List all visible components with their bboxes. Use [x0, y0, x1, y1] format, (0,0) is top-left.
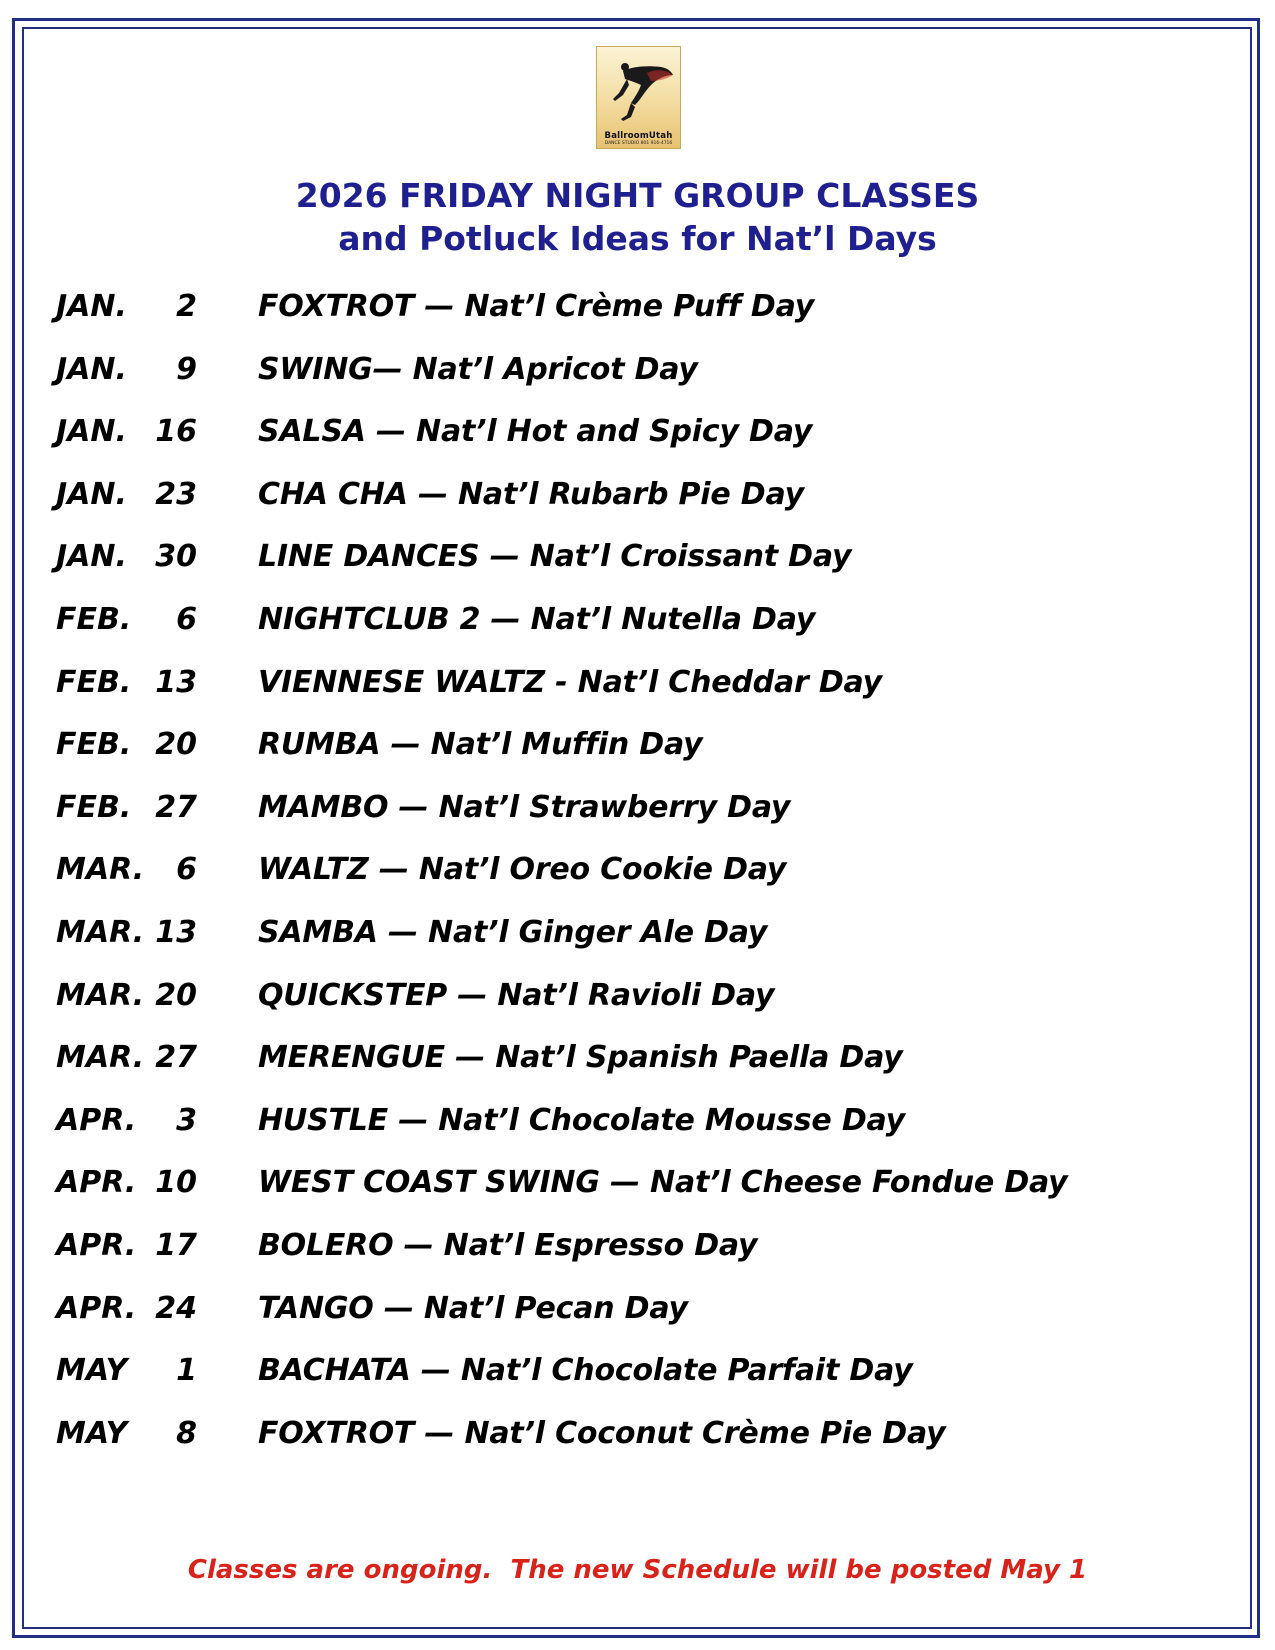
- class-entry: FOXTROT — Nat’l Coconut Crème Pie Day: [258, 1416, 946, 1451]
- class-entry: HUSTLE — Nat’l Chocolate Mousse Day: [258, 1103, 905, 1138]
- schedule-row: [0, 475, 1275, 515]
- schedule-row: [0, 1289, 1275, 1329]
- logo-subtitle: DANCE STUDIO 801 916-4716: [604, 141, 673, 146]
- class-entry: SALSA — Nat’l Hot and Spicy Day: [258, 414, 813, 449]
- class-entry: NIGHTCLUB 2 — Nat’l Nutella Day: [258, 602, 816, 637]
- schedule-row: [0, 976, 1275, 1016]
- class-entry: SWING— Nat’l Apricot Day: [258, 352, 698, 387]
- class-day: 13: [155, 915, 197, 950]
- class-month: JAN.: [56, 289, 127, 324]
- class-entry: WEST COAST SWING — Nat’l Cheese Fondue Day: [258, 1165, 1068, 1200]
- class-day: 2: [176, 289, 197, 324]
- footer-note: Classes are ongoing. The new Schedule will be posted May 1: [187, 1555, 1088, 1585]
- page-subtitle: and Potluck Ideas for Nat’l Days: [338, 219, 937, 258]
- class-entry: WALTZ — Nat’l Oreo Cookie Day: [258, 852, 787, 887]
- schedule-row: [0, 1163, 1275, 1203]
- class-month: JAN.: [56, 414, 127, 449]
- class-day: 6: [176, 852, 197, 887]
- schedule-row: [0, 1038, 1275, 1078]
- class-month: MAR.: [56, 852, 145, 887]
- class-month: JAN.: [56, 477, 127, 512]
- class-day: 3: [176, 1103, 197, 1138]
- schedule-row: [0, 725, 1275, 765]
- class-entry: TANGO — Nat’l Pecan Day: [258, 1291, 688, 1326]
- class-month: FEB.: [56, 665, 132, 700]
- class-entry: BACHATA — Nat’l Chocolate Parfait Day: [258, 1353, 913, 1388]
- schedule-row: [0, 287, 1275, 327]
- schedule-row: [0, 537, 1275, 577]
- studio-logo: [596, 46, 681, 149]
- class-day: 1: [176, 1353, 197, 1388]
- schedule-row: [0, 1414, 1275, 1454]
- schedule-row: [0, 600, 1275, 640]
- class-day: 30: [155, 539, 197, 574]
- page-title: 2026 FRIDAY NIGHT GROUP CLASSES: [295, 176, 980, 215]
- class-entry: BOLERO — Nat’l Espresso Day: [258, 1228, 758, 1263]
- schedule-row: [0, 663, 1275, 703]
- class-month: APR.: [56, 1291, 137, 1326]
- class-month: MAY: [56, 1353, 128, 1388]
- class-day: 13: [155, 665, 197, 700]
- class-day: 8: [176, 1416, 197, 1451]
- class-day: 9: [176, 352, 197, 387]
- class-day: 24: [155, 1291, 197, 1326]
- class-month: JAN.: [56, 352, 127, 387]
- class-month: FEB.: [56, 602, 132, 637]
- class-day: 10: [155, 1165, 197, 1200]
- class-entry: LINE DANCES — Nat’l Croissant Day: [258, 539, 852, 574]
- class-day: 20: [155, 978, 197, 1013]
- class-month: MAY: [56, 1416, 128, 1451]
- class-entry: CHA CHA — Nat’l Rubarb Pie Day: [258, 477, 804, 512]
- class-day: 27: [155, 790, 197, 825]
- schedule-row: [0, 1101, 1275, 1141]
- class-day: 17: [155, 1228, 197, 1263]
- class-month: APR.: [56, 1228, 137, 1263]
- class-month: FEB.: [56, 790, 132, 825]
- class-entry: SAMBA — Nat’l Ginger Ale Day: [258, 915, 768, 950]
- class-day: 20: [155, 727, 197, 762]
- class-month: MAR.: [56, 978, 145, 1013]
- schedule-row: [0, 350, 1275, 390]
- class-entry: MAMBO — Nat’l Strawberry Day: [258, 790, 791, 825]
- logo-name: BallroomUtah: [604, 131, 673, 141]
- class-day: 6: [176, 602, 197, 637]
- class-entry: QUICKSTEP — Nat’l Ravioli Day: [258, 978, 775, 1013]
- class-month: APR.: [56, 1165, 137, 1200]
- class-month: FEB.: [56, 727, 132, 762]
- class-month: MAR.: [56, 915, 145, 950]
- class-entry: MERENGUE — Nat’l Spanish Paella Day: [258, 1040, 903, 1075]
- class-month: JAN.: [56, 539, 127, 574]
- class-entry: VIENNESE WALTZ - Nat’l Cheddar Day: [258, 665, 883, 700]
- dancer-silhouette-icon: [601, 53, 677, 129]
- class-entry: FOXTROT — Nat’l Crème Puff Day: [258, 289, 815, 324]
- class-day: 27: [155, 1040, 197, 1075]
- class-day: 23: [155, 477, 197, 512]
- schedule-row: [0, 850, 1275, 890]
- class-month: APR.: [56, 1103, 137, 1138]
- schedule-row: [0, 913, 1275, 953]
- schedule-row: [0, 1226, 1275, 1266]
- class-month: MAR.: [56, 1040, 145, 1075]
- schedule-row: [0, 412, 1275, 452]
- class-day: 16: [155, 414, 197, 449]
- schedule-row: [0, 1351, 1275, 1391]
- class-entry: RUMBA — Nat’l Muffin Day: [258, 727, 703, 762]
- schedule-row: [0, 788, 1275, 828]
